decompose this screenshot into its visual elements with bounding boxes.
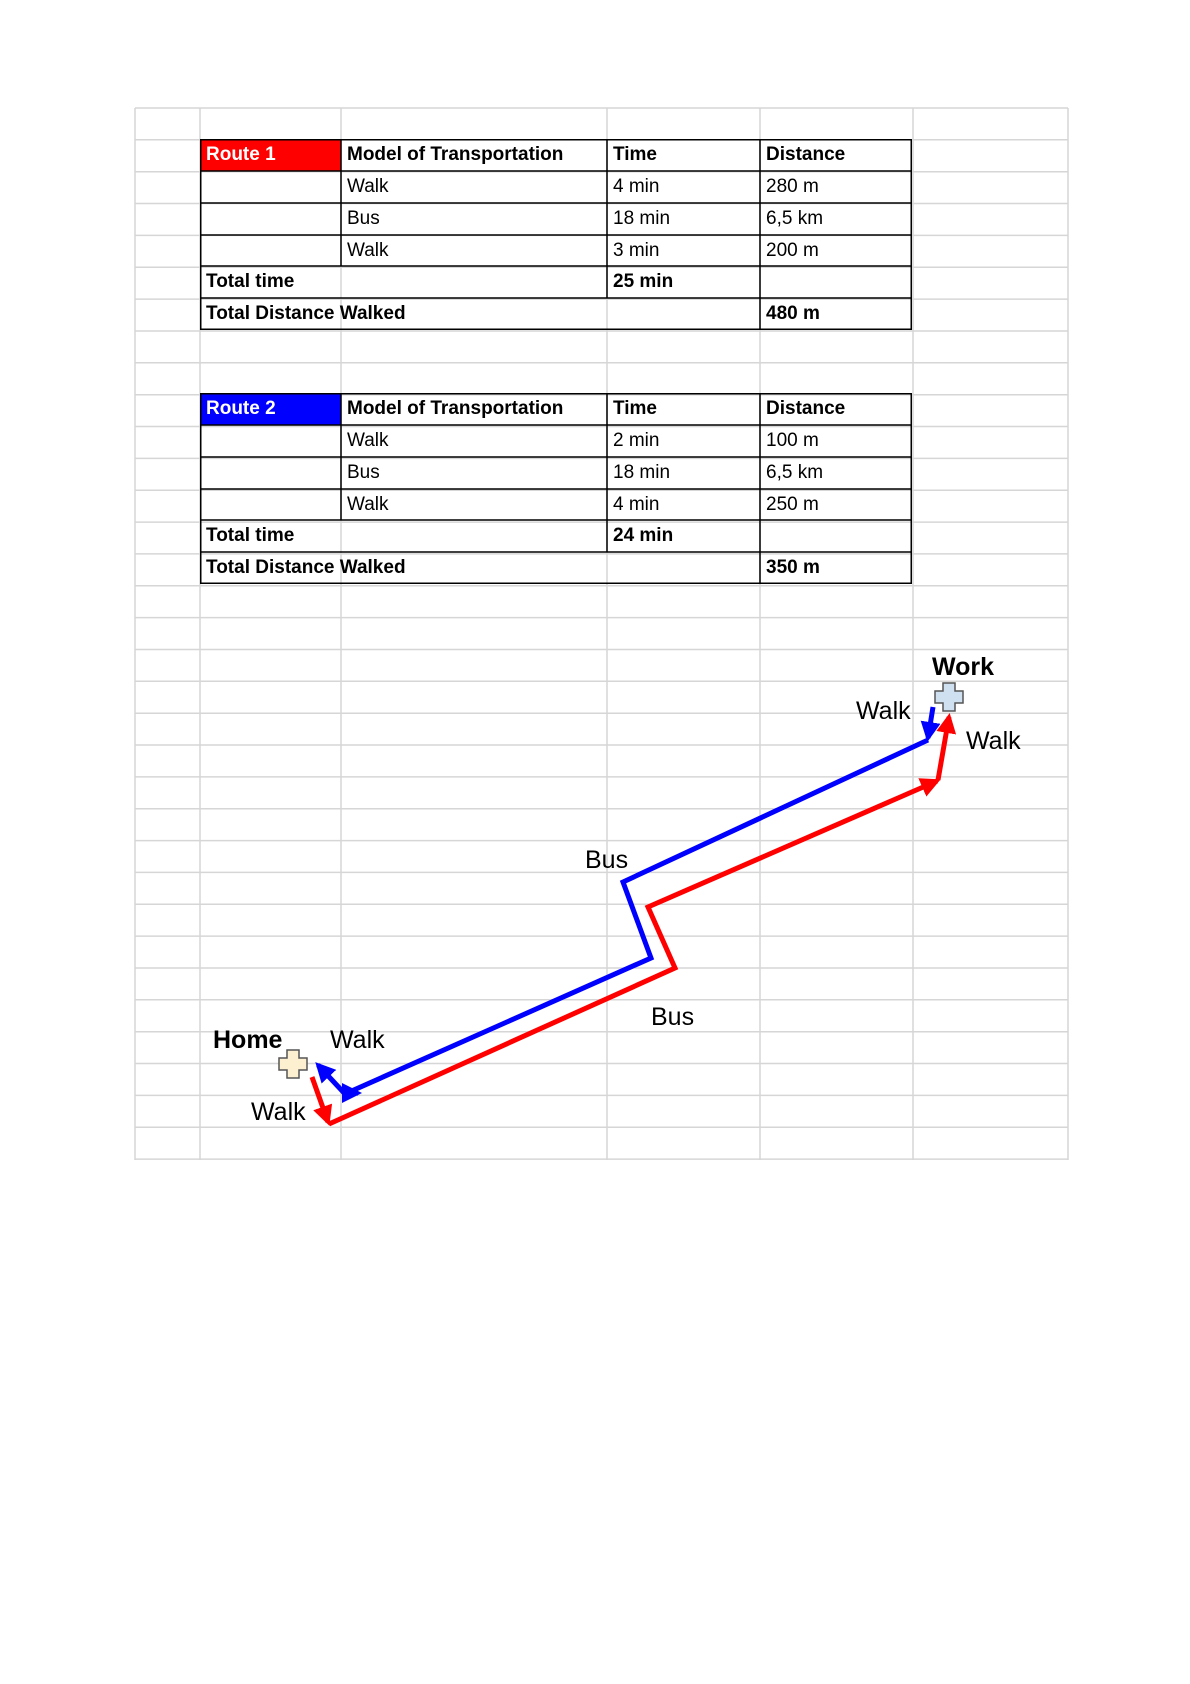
route-2-title: Route 2 [206, 398, 276, 419]
route-2-row-3-distance: 250 m [766, 494, 819, 515]
route-1-row-1-time: 4 min [613, 176, 660, 197]
route-1-walk-from-home [312, 1077, 328, 1122]
route-2-row-2-time: 18 min [613, 462, 671, 483]
route-2-header-time: Time [613, 398, 658, 419]
route-2-walk-from-work [928, 707, 933, 738]
route-2-total-time-label: Total time [206, 525, 295, 546]
route-1-total-walk: 480 m [766, 303, 820, 324]
work-label: Work [932, 653, 995, 681]
home-icon [279, 1050, 307, 1078]
home-label: Home [213, 1026, 283, 1054]
route-1-walk-to-work [938, 717, 949, 780]
route-2-row-2-mode: Bus [347, 462, 380, 483]
route-2-total-time: 24 min [613, 525, 674, 546]
route-2-total-walk: 350 m [766, 557, 820, 578]
route-1-bus-label: Bus [651, 1003, 695, 1031]
route-1-bus-line [329, 781, 937, 1124]
route-2-header-distance: Distance [766, 398, 846, 419]
route-2-bus-label: Bus [585, 846, 629, 874]
route-1-header-time: Time [613, 144, 658, 165]
route-1-row-1-distance: 280 m [766, 176, 819, 197]
route-1-header-distance: Distance [766, 144, 846, 165]
work-icon [935, 683, 963, 711]
route-2-walk-to-home [318, 1065, 346, 1095]
route-2-row-1-mode: Walk [347, 430, 389, 451]
route-2-row-3-time: 4 min [613, 494, 660, 515]
route-1-row-2-mode: Bus [347, 208, 380, 229]
route-2-home-walk-label: Walk [330, 1026, 385, 1054]
route-1-title: Route 1 [206, 144, 276, 165]
route-1-row-2-distance: 6,5 km [766, 208, 824, 229]
route-1-row-3-distance: 200 m [766, 240, 819, 261]
route-2-bus-line [347, 740, 928, 1093]
route-2-row-2-distance: 6,5 km [766, 462, 824, 483]
route-1-row-3-mode: Walk [347, 240, 389, 261]
route-1-home-walk-label: Walk [251, 1098, 306, 1126]
route-1-work-walk-label: Walk [966, 727, 1021, 755]
route-1-row-1-mode: Walk [347, 176, 389, 197]
route-1-row-3-time: 3 min [613, 240, 660, 261]
route-2-row-3-mode: Walk [347, 494, 389, 515]
route-2-row-1-time: 2 min [613, 430, 660, 451]
route-2-header-mode: Model of Transportation [347, 398, 564, 419]
route-2-total-walk-label: Total Distance Walked [206, 557, 406, 578]
route-1-header-mode: Model of Transportation [347, 144, 564, 165]
route-1-total-walk-label: Total Distance Walked [206, 303, 406, 324]
route-1-row-2-time: 18 min [613, 208, 671, 229]
route-1-total-time-label: Total time [206, 271, 295, 292]
route-2-work-walk-label: Walk [856, 697, 911, 725]
route-1-total-time: 25 min [613, 271, 674, 292]
route-2-row-1-distance: 100 m [766, 430, 819, 451]
